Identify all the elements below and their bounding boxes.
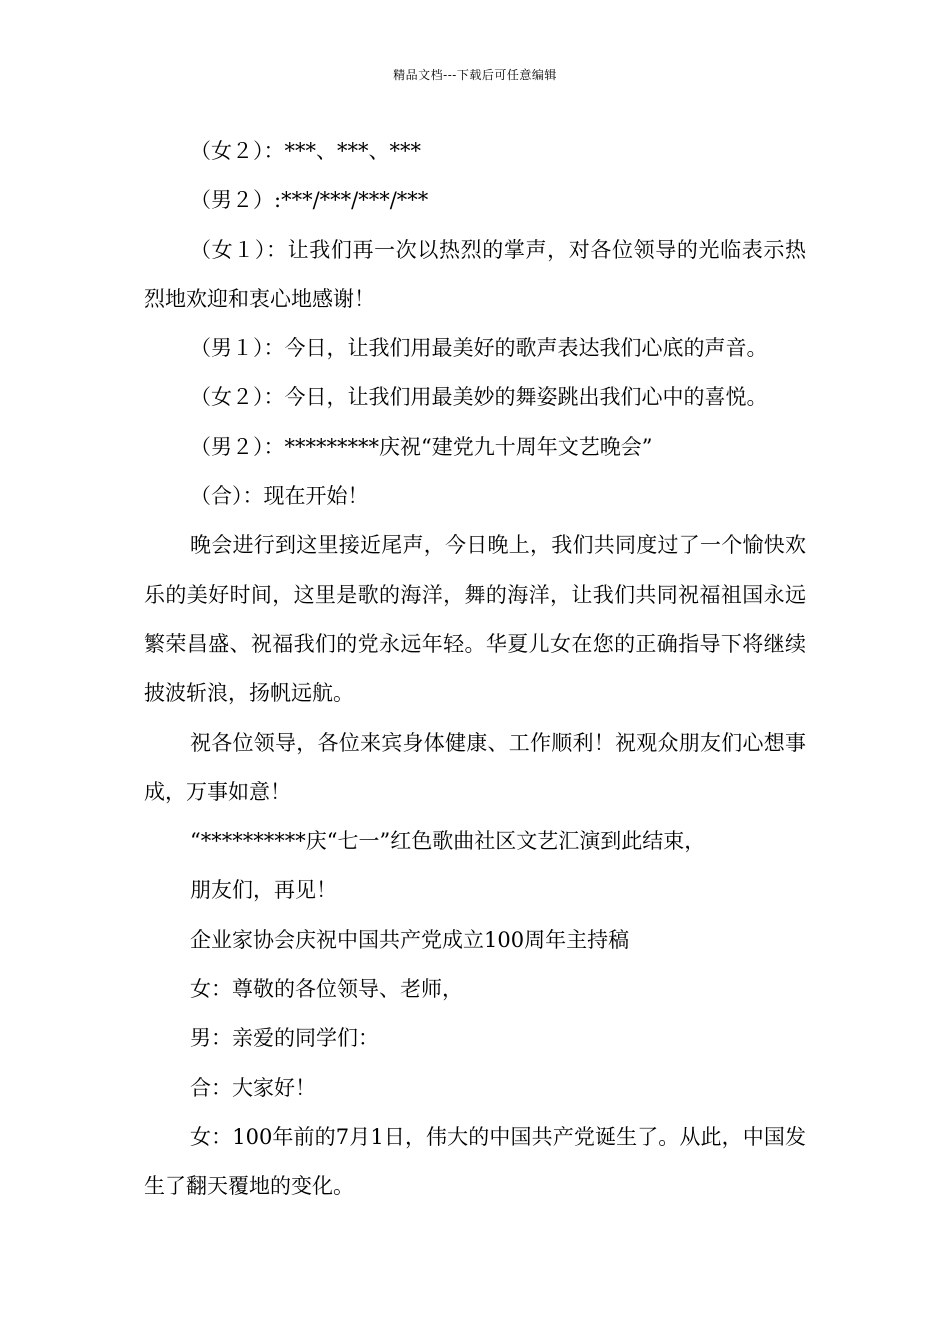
section-title: 企业家协会庆祝中国共产党成立100周年主持稿: [190, 927, 630, 952]
page-header: 精品文档---下载后可任意编辑: [393, 68, 557, 82]
paragraph-2: （男２）:***/***/***/***: [190, 188, 429, 213]
paragraph-9: 祝各位领导，各位来宾身体健康、工作顺利！祝观众朋友们心想事成，万事如意！: [144, 730, 806, 804]
paragraph-5: （女２）：今日，让我们用最美妙的舞姿跳出我们心中的喜悦。: [190, 385, 768, 410]
paragraph-13: 女：尊敬的各位领导、老师，: [190, 977, 463, 1002]
paragraph-15: 合：大家好！: [190, 1075, 316, 1100]
paragraph-6: （男２）：*********庆祝“建党九十周年文艺晚会”: [190, 434, 653, 459]
paragraph-8: 晚会进行到这里接近尾声，今日晚上，我们共同度过了一个愉快欢乐的美好时间，这里是歌的海洋，舞的海洋，让我们共同祝福祖国永远繁荣昌盛、祝福我们的党永远年轻。华夏儿女在您的正确指导下将继续披波斩浪，扬帆远航。: [144, 533, 806, 706]
paragraph-3: （女１）：让我们再一次以热烈的掌声，对各位领导的光临表示热烈地欢迎和衷心地感谢！: [144, 237, 806, 311]
paragraph-1: （女２）：***、***、***: [190, 139, 421, 163]
paragraph-11: 朋友们，再见！: [190, 878, 337, 903]
paragraph-7: （合）：现在开始！: [190, 484, 369, 509]
paragraph-10: “**********庆“七一”红色歌曲社区文艺汇演到此结束，: [190, 829, 706, 854]
paragraph-14: 男：亲爱的同学们：: [190, 1026, 379, 1051]
paragraph-4: （男１）：今日，让我们用最美好的歌声表达我们心底的声音。: [190, 336, 768, 361]
paragraph-16: 女：100年前的7月1日，伟大的中国共产党诞生了。从此，中国发生了翻天覆地的变化。: [144, 1124, 806, 1199]
document-body: [144, 127, 806, 1212]
